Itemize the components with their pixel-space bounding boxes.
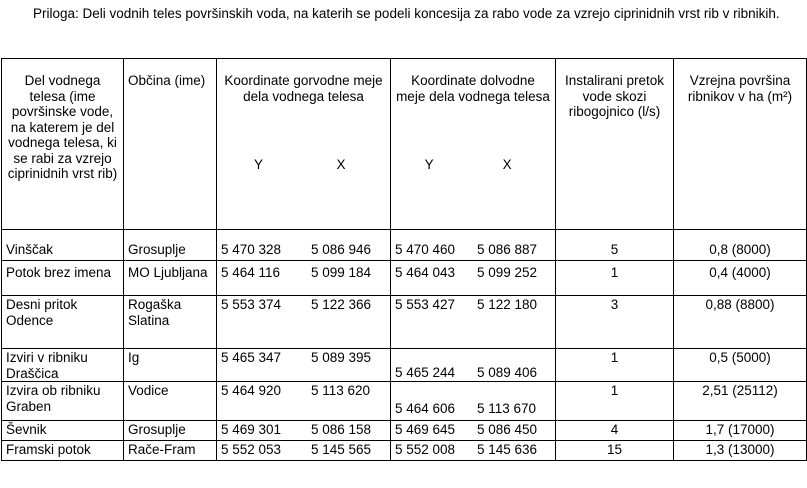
- cell-dolvodne-x: 5 089 406: [477, 365, 538, 380]
- cell-dolvodne-y: 5 464 606: [395, 401, 456, 416]
- cell-dolvodne-x: 5 086 887: [477, 242, 538, 257]
- header-gorvodne: [217, 59, 391, 230]
- cell-del: Framski potok: [2, 441, 124, 461]
- cell-dolvodne-x: 5 086 450: [477, 422, 538, 437]
- cell-obcina: Ig: [124, 349, 217, 382]
- cell-povrsina: 0,4 (4000): [674, 261, 807, 296]
- cell-pretok: 1: [556, 261, 674, 296]
- cell-gorvodne-x: 5 113 620: [311, 383, 371, 398]
- header-dolvodne-x: X: [502, 157, 512, 172]
- cell-dolvodne-y: 5 552 008: [395, 442, 456, 457]
- cell-gorvodne-y: 5 465 347: [221, 350, 282, 365]
- cell-del: Izvira ob ribniku Graben: [2, 382, 124, 421]
- cell-obcina: Rogaška Slatina: [124, 296, 217, 349]
- cell-gorvodne-y: 5 469 301: [221, 422, 282, 437]
- cell-dolvodne-y: 5 553 427: [395, 297, 456, 312]
- caption: Priloga: Deli vodnih teles površinskih voda, na katerih se podeli koncesija za rabo vode za vzrejo ciprinidnih vrst rib v ribnikih.: [33, 6, 780, 21]
- header-dolvodne-y: Y: [424, 157, 434, 172]
- cell-povrsina: 0,8 (8000): [674, 230, 807, 261]
- cell-obcina: Vodice: [124, 382, 217, 421]
- header-obcina: Občina (ime): [124, 59, 217, 230]
- table-row: [2, 230, 807, 261]
- cell-pretok: 1: [556, 349, 674, 382]
- cell-del: Potok brez imena: [2, 261, 124, 296]
- table-row: [2, 296, 807, 349]
- table-row: [2, 421, 807, 441]
- header-gorvodne-label: Koordinate gorvodne meje dela vodnega telesa: [224, 73, 383, 104]
- cell-povrsina: 1,7 (17000): [674, 421, 807, 441]
- cell-dolvodne-x: 5 099 252: [477, 265, 538, 280]
- cell-obcina: Grosuplje: [124, 230, 217, 261]
- cell-pretok: 1: [556, 382, 674, 421]
- cell-gorvodne-x: 5 086 946: [311, 242, 372, 257]
- cell-pretok: 4: [556, 421, 674, 441]
- header-del: Del vodnega telesa (ime površinske vode, na katerem je del vodnega telesa, ki se rabi za vzrejo ciprinidnih vrst rib): [2, 59, 124, 230]
- header-dolvodne-label: Koordinate dolvodne meje dela vodnega telesa: [396, 73, 550, 104]
- table-row: [2, 382, 807, 421]
- cell-gorvodne-y: 5 464 920: [221, 383, 282, 398]
- cell-povrsina: 0,5 (5000): [674, 349, 807, 382]
- cell-dolvodne-x: 5 113 670: [477, 401, 537, 416]
- cell-povrsina: 0,88 (8800): [674, 296, 807, 349]
- header-row: [2, 59, 807, 230]
- cell-gorvodne-x: 5 122 366: [311, 297, 372, 312]
- cell-obcina: Grosuplje: [124, 421, 217, 441]
- cell-del: Desni pritok Odence: [2, 296, 124, 349]
- cell-gorvodne-x: 5 089 395: [311, 350, 372, 365]
- table-row: [2, 441, 807, 461]
- cell-dolvodne-y: 5 470 460: [395, 242, 456, 257]
- cell-pretok: 15: [556, 441, 674, 461]
- header-gorvodne-x: X: [336, 157, 346, 172]
- cell-pretok: 5: [556, 230, 674, 261]
- cell-povrsina: 1,3 (13000): [674, 441, 807, 461]
- cell-dolvodne-y: 5 465 244: [395, 365, 456, 380]
- cell-gorvodne-x: 5 099 184: [311, 265, 372, 280]
- cell-povrsina: 2,51 (25112): [674, 382, 807, 421]
- cell-dolvodne-y: 5 464 043: [395, 265, 456, 280]
- header-gorvodne-y: Y: [253, 157, 263, 172]
- cell-obcina: Rače-Fram: [124, 441, 217, 461]
- cell-gorvodne-y: 5 464 116: [221, 265, 281, 280]
- cell-gorvodne-y: 5 553 374: [221, 297, 282, 312]
- cell-dolvodne-x: 5 122 180: [477, 297, 538, 312]
- cell-gorvodne-y: 5 552 053: [221, 442, 282, 457]
- cell-gorvodne-x: 5 145 565: [311, 442, 372, 457]
- cell-obcina: MO Ljubljana: [124, 261, 217, 296]
- header-dolvodne: [391, 59, 556, 230]
- header-povrsina: Vzrejna površina ribnikov v ha (m²): [674, 59, 807, 230]
- cell-pretok: 3: [556, 296, 674, 349]
- concession-table: [1, 58, 807, 461]
- cell-del: Izviri v ribniku Draščica: [2, 349, 124, 382]
- table-row: [2, 349, 807, 382]
- cell-del: Ševnik: [2, 421, 124, 441]
- cell-gorvodne-x: 5 086 158: [311, 422, 372, 437]
- header-pretok: Instalirani pretok vode skozi ribogojnico (l/s): [556, 59, 674, 230]
- cell-dolvodne-x: 5 145 636: [477, 442, 538, 457]
- cell-del: Vinščak: [2, 230, 124, 261]
- cell-gorvodne-y: 5 470 328: [221, 242, 282, 257]
- table-row: [2, 261, 807, 296]
- cell-dolvodne-y: 5 469 645: [395, 422, 456, 437]
